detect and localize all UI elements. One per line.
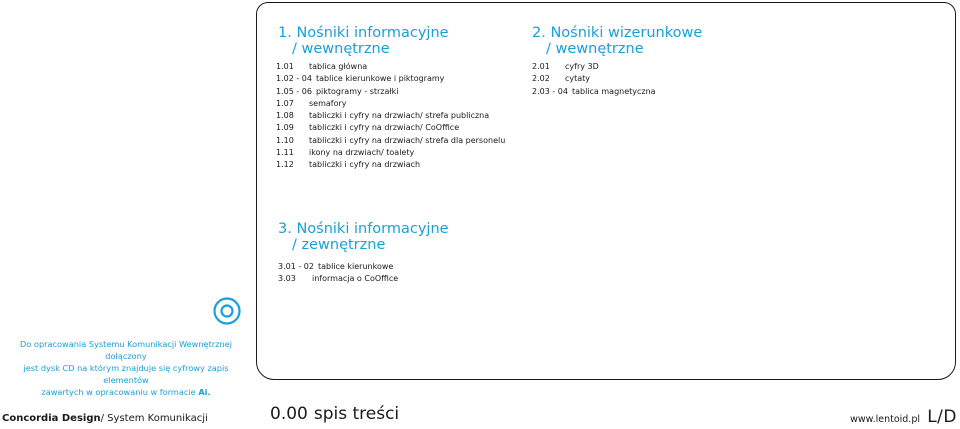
list-item [276, 147, 505, 159]
cd-note [0, 338, 252, 398]
cd-note-line1: Do opracowania Systemu Komunikacji Wewnętrznej dołączony [20, 339, 232, 361]
item-label: cytaty [565, 74, 591, 84]
section-3-list [278, 261, 398, 286]
item-number: 1.02 - 04 [276, 74, 312, 84]
item-label: informacja o CoOffice [312, 274, 399, 284]
item-number: 1.01 [276, 62, 294, 71]
cd-note-line3: zawartych w opracowaniu w formacie [41, 387, 199, 397]
item-label: tabliczki i cyfry na drzwiach/ strefa publiczna [309, 111, 490, 121]
section-1-title-line1: 1. Nośniki informacyjne [278, 25, 449, 41]
content-panel [256, 2, 956, 380]
item-number: 2.03 - 04 [532, 86, 568, 96]
item-label: tabliczki i cyfry na drzwiach/ CoOffice [309, 123, 460, 133]
list-item [276, 73, 505, 85]
item-label: tablice kierunkowe [317, 262, 394, 271]
page-title-text: spis treści [313, 404, 400, 424]
footer-brand [2, 413, 208, 424]
list-item [532, 86, 656, 98]
list-item [532, 73, 656, 85]
footer-url[interactable]: www.lentoid.pl [850, 414, 920, 425]
ld-logo: L/D [927, 407, 957, 427]
list-item [278, 273, 398, 285]
list-item [276, 98, 505, 110]
section-1-title-line2: / wewnętrzne [292, 41, 390, 57]
item-number: 1.09 [276, 123, 294, 133]
item-number: 2.02 [532, 74, 550, 84]
item-label: tablica główna [309, 62, 368, 71]
item-label: tablica magnetyczna [571, 86, 656, 96]
cd-note-format: Ai. [198, 387, 211, 397]
item-number: 1.12 [276, 160, 294, 170]
section-3-title-line1: 3. Nośniki informacyjne [278, 221, 449, 237]
section-1-title [278, 25, 449, 57]
item-number: 1.05 - 06 [276, 86, 312, 96]
page-number: 0.00 [270, 404, 308, 424]
section-3-title-line2: / zewnętrzne [292, 237, 386, 253]
item-number: 3.01 - 02 [278, 262, 314, 271]
section-2-list [532, 61, 656, 98]
item-label: semafory [309, 98, 347, 108]
item-number: 1.11 [276, 148, 294, 158]
item-label: tablice kierunkowe i piktogramy [315, 74, 445, 84]
section-1-list [276, 61, 505, 172]
item-label: tabliczki i cyfry na drzwiach [309, 160, 421, 170]
cd-disc-icon [213, 297, 241, 325]
list-item [278, 261, 398, 273]
list-item [532, 61, 656, 73]
item-number: 3.03 [278, 274, 296, 284]
item-label: tabliczki i cyfry na drzwiach/ strefa dla personelu [309, 135, 506, 145]
section-2-title-line2: / wewnętrzne [546, 41, 644, 57]
list-item [276, 122, 505, 134]
page-title [270, 404, 399, 424]
cd-note-line2: jest dysk CD na którym znajduje się cyfrowy zapis elementów [23, 363, 229, 385]
item-label: cyfry 3D [565, 62, 599, 71]
list-item [276, 86, 505, 98]
brand-name: Concordia Design [2, 413, 101, 424]
item-label: ikony na drzwiach/ toalety [309, 148, 415, 158]
list-item [276, 110, 505, 122]
item-number: 1.10 [276, 135, 294, 145]
section-2-title-line1: 2. Nośniki wizerunkowe [532, 25, 703, 41]
section-3-title [278, 221, 449, 253]
list-item [276, 61, 505, 73]
section-2-title [532, 25, 702, 57]
brand-subtitle: / System Komunikacji [100, 413, 208, 424]
item-label: piktogramy - strzałki [315, 86, 399, 96]
item-number: 2.01 [532, 62, 550, 71]
item-number: 1.08 [276, 111, 294, 121]
list-item [276, 159, 505, 171]
list-item [276, 135, 505, 147]
item-number: 1.07 [276, 98, 294, 108]
